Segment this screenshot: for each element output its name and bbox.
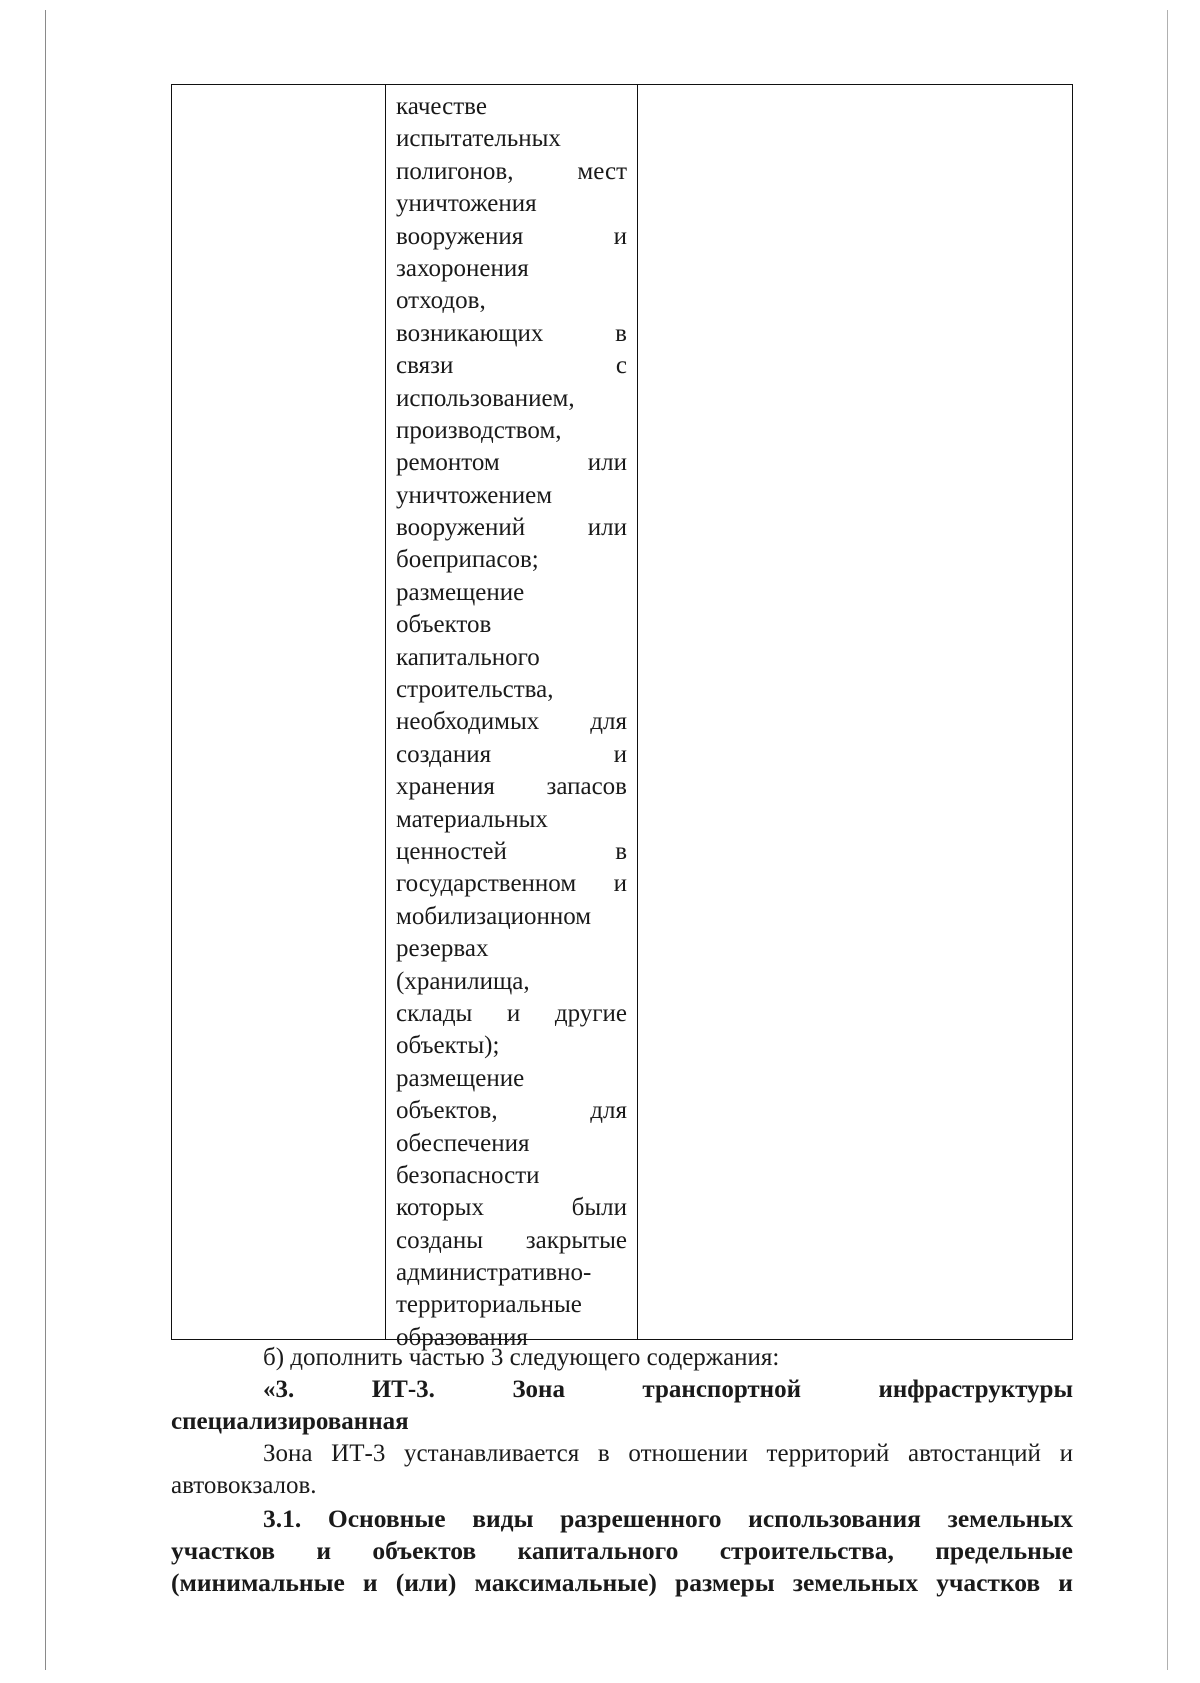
table-cell-line: уничтожением xyxy=(396,481,553,509)
table-cell-line: связи с xyxy=(396,352,627,380)
table-cell-line: производством, xyxy=(396,416,562,444)
table-cell-line: необходимых для xyxy=(396,708,627,736)
table-cell-line: которых были xyxy=(396,1194,627,1222)
table-cell-line: отходов, xyxy=(396,287,486,315)
document-table xyxy=(171,84,1073,1351)
table-cell-line: образования xyxy=(396,1323,528,1351)
table-cell-line: строительства, xyxy=(396,676,554,704)
heading-word: инфраструктуры xyxy=(878,1376,1073,1403)
table-cell-line: создания и xyxy=(396,740,627,768)
table-cell-line: размещение xyxy=(396,578,525,606)
table-cell-line: безопасности xyxy=(396,1161,540,1189)
table-cell-line: полигонов, мест xyxy=(396,157,627,185)
table-cell-line: территориальные xyxy=(396,1291,582,1319)
table-cell-line: созданы закрытые xyxy=(396,1226,627,1254)
table-cell-line: объектов xyxy=(396,611,492,639)
paragraph-zone-description: Зона ИТ-3 устанавливается в отношении территорий автостанций и автовокзалов. xyxy=(171,1440,1073,1499)
table-cell-line: вооружений или xyxy=(396,514,627,542)
paragraph-amendment: б) дополнить частью 3 следующего содержания: xyxy=(263,1344,780,1371)
table-cell-line: (хранилища, xyxy=(396,967,530,995)
heading-word: «3. xyxy=(263,1376,295,1403)
heading-line-1 xyxy=(171,1374,1073,1406)
table-cell-line: размещение xyxy=(396,1064,525,1092)
table-cell-line: склады и другие xyxy=(396,999,627,1027)
table-cell-line: объекты); xyxy=(396,1032,500,1060)
heading-line-2: специализированная xyxy=(171,1408,409,1435)
paragraph-section-3-1: 3.1. Основные виды разрешенного использования земельных участков и объектов капитального строительства, предельные (минимальные и (или) максимальные) размеры земельных участков и xyxy=(171,1504,1073,1597)
table-cell-line: административно- xyxy=(396,1259,592,1287)
table-column-3 xyxy=(638,85,1072,1339)
table-cell-line: качестве xyxy=(396,93,487,120)
table-cell-line: испытательных xyxy=(396,125,561,153)
heading-word: ИТ-3. xyxy=(371,1376,435,1403)
table-cell-line: уничтожения xyxy=(396,190,537,218)
table-cell-line: возникающих в xyxy=(396,319,627,347)
table-cell-line: вооружения и xyxy=(396,222,627,250)
table-column-2 xyxy=(386,85,638,1351)
table-cell-line: капитального xyxy=(396,643,540,671)
table-cell-line: материальных xyxy=(396,805,548,833)
table-cell-line: ремонтом или xyxy=(396,449,627,477)
table-cell-line: мобилизационном xyxy=(396,902,592,930)
table-cell-line: хранения запасов xyxy=(396,773,627,801)
table-cell-line: обеспечения xyxy=(396,1129,530,1157)
table-cell-line: резервах xyxy=(396,935,489,963)
table-column-1 xyxy=(172,85,386,1339)
table-cell-line: использованием, xyxy=(396,384,575,412)
heading-word: транспортной xyxy=(642,1376,801,1403)
section-heading xyxy=(171,1374,1073,1438)
table-cell-line: ценностей в xyxy=(396,837,627,865)
table-cell-line: боеприпасов; xyxy=(396,546,539,574)
table-cell-line: объектов, для xyxy=(396,1097,627,1125)
heading-word: Зона xyxy=(512,1376,565,1403)
scan-edge-left xyxy=(45,10,46,1670)
scan-edge-right xyxy=(1167,10,1168,1670)
table-cell-line: государственном и xyxy=(396,870,627,898)
table-cell-line: захоронения xyxy=(396,254,529,282)
